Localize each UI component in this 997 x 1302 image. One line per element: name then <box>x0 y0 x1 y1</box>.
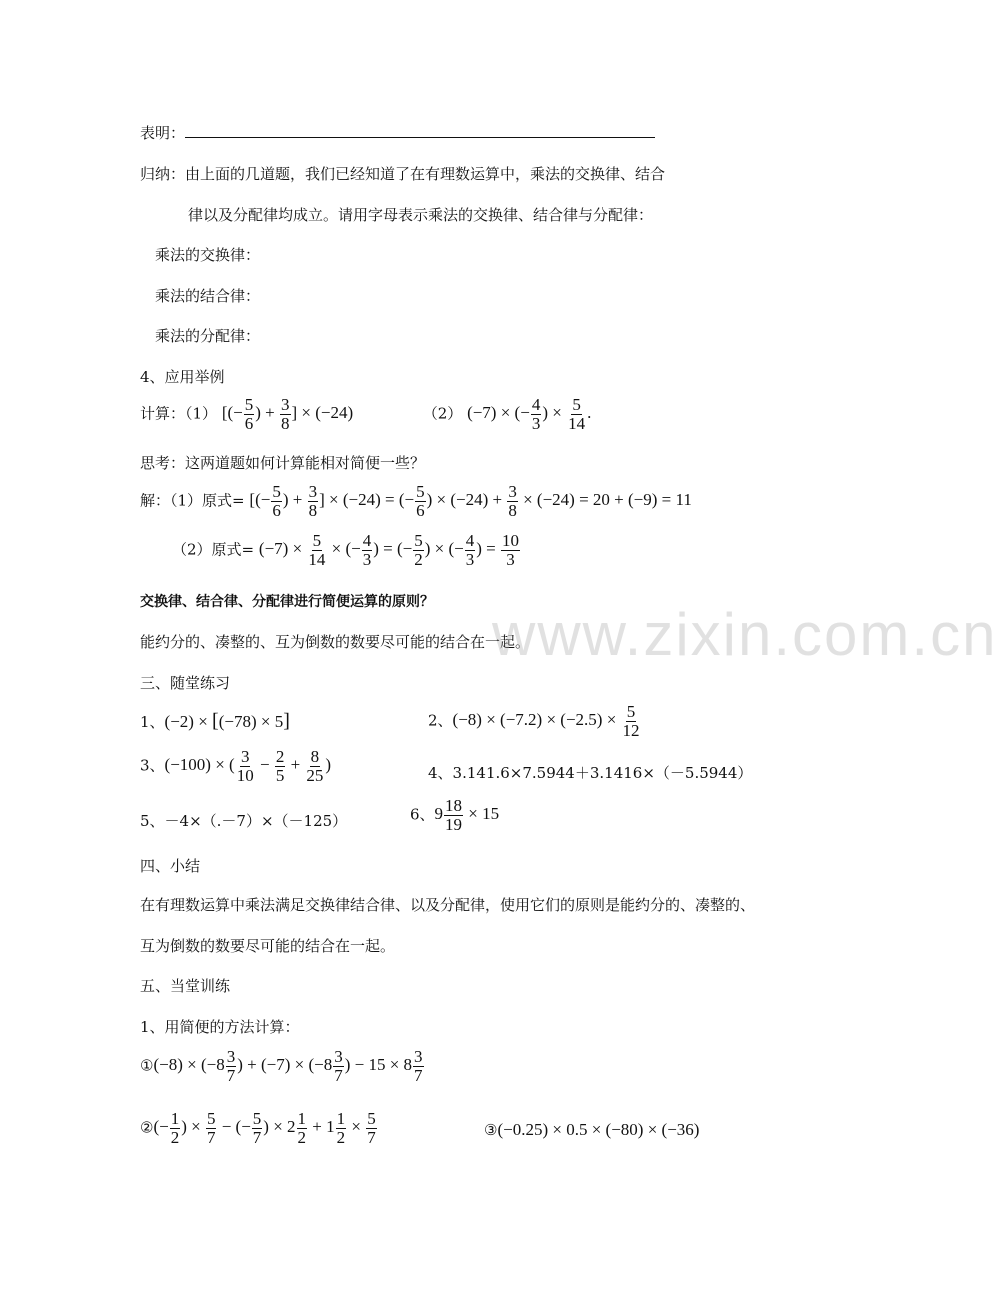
practice-4: 4、3.141.6×7.5944＋3.1416×（－5.5944） <box>428 764 753 782</box>
practice-5: 5、－4×（.－7）×（－125） <box>140 812 348 830</box>
section-3-title: 三、随堂练习 <box>140 674 231 692</box>
practice-1: 1、(−2) × [(−78) × 5] <box>140 710 290 732</box>
watermark: www.zixin.com.cn <box>492 601 997 668</box>
summary-line-2: 互为倒数的数要尽可能的结合在一起。 <box>140 937 396 955</box>
practice-6: 6、9 $\frac{18}{19}$ × 15 <box>410 796 500 834</box>
law-distributive: 乘法的分配律： <box>155 327 261 345</box>
exercise-circle-2: ②(− $\frac{1}{2}$ ) × $\frac{5}{7}$ − (− $\frac{5}{7}$ ) × 2 $\frac{1}{2}$ + 1 $\frac{1}{2}$ × $\frac{5}{7}$ <box>140 1109 376 1147</box>
exercise-circle-1: ①(−8) × (−8 $\frac{3}{7}$ ) + (−7) × (−8 $\frac{3}{7}$ ) − 15 × 8 $\frac{3}{7}$ <box>140 1047 423 1085</box>
principle-answer: 能约分的、凑整的、互为倒数的数要尽可能的结合在一起。 <box>140 633 531 651</box>
section-4b-title: 四、小结 <box>140 857 201 875</box>
principle-question: 交换律、结合律、分配律进行简便运算的原则？ <box>140 594 434 610</box>
solution-2: （2）原式= (−7) × $\frac{5}{14}$ × (− $\frac{4}{3}$ ) = (− $\frac{5}{2}$ ) × (− $\frac{4}{3}$ ) = $\frac{10}{3}$ <box>172 531 519 569</box>
solution-1: 解：（1）原式= [(− $\frac{5}{6}$ ) + $\frac{3}{8}$ ] × (−24) = (− $\frac{5}{6}$ ) × (−24) + $\frac{3}{8}$ × (−24) = 20 + (−9) = 11 <box>140 482 692 520</box>
section-5-title: 五、当堂训练 <box>140 977 231 995</box>
practice-2: 2、(−8) × (−7.2) × (−2.5) × $\frac{5}{12}$ <box>428 702 640 740</box>
summary-line-1: 在有理数运算中乘法满足交换律结合律、以及分配律，使用它们的原则是能约分的、凑整的、 <box>140 896 756 914</box>
guina-line-2: 律以及分配律均成立。请用字母表示乘法的交换律、结合律与分配律： <box>188 206 654 224</box>
calc-line: 计算：（1） [(− $\frac{5}{6}$ ) + $\frac{3}{8}$ ] × (−24) （2） (−7) × (− $\frac{4}{3}$ ) × $\frac{5}{14}$ . <box>140 395 592 433</box>
think-line: 思考：这两道题如何计算能相对简便一些？ <box>140 454 426 472</box>
exercise-circle-3: ③(−0.25) × 0.5 × (−80) × (−36) <box>484 1120 700 1139</box>
exercise-1-prompt: 1、用简便的方法计算： <box>140 1018 300 1036</box>
practice-3: 3、(−100) × ( $\frac{3}{10}$ − $\frac{2}{5}$ + $\frac{8}{25}$ ) <box>140 747 332 785</box>
answer-blank <box>185 125 655 138</box>
law-associative: 乘法的结合律： <box>155 287 261 305</box>
section-4-title: 4、应用举例 <box>140 368 225 386</box>
guina-line-1: 归纳：由上面的几道题，我们已经知道了在有理数运算中，乘法的交换律、结合 <box>140 165 666 183</box>
label-biaoming: 表明： <box>140 122 655 143</box>
law-commutative: 乘法的交换律： <box>155 246 261 264</box>
